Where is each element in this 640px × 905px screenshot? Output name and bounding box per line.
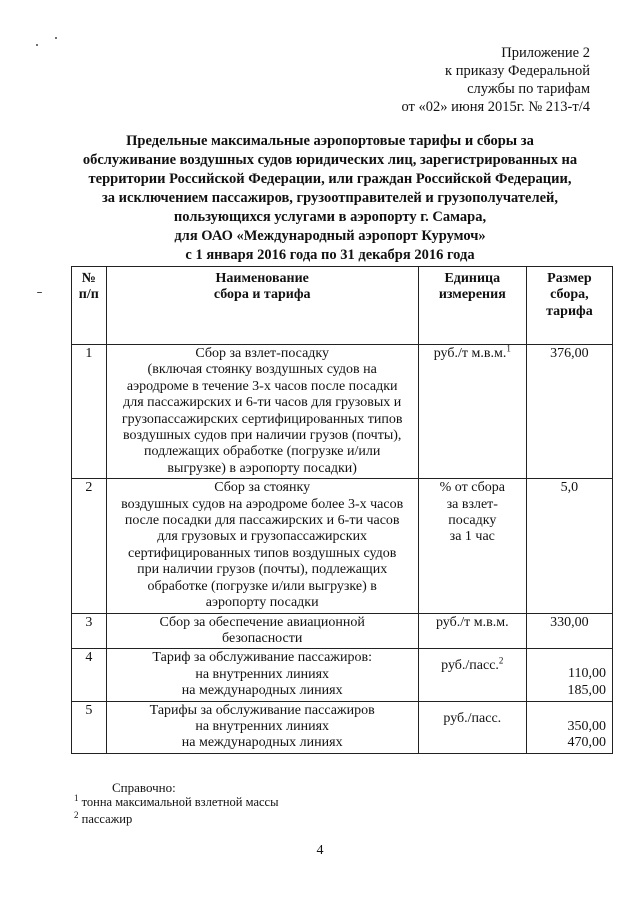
- header-text: тарифа: [546, 303, 593, 319]
- size-value: 350,00: [567, 718, 606, 734]
- row-unit: [418, 479, 526, 613]
- name-line: аэродроме в течение 3-х часов после посадки: [126, 378, 398, 394]
- title-line: с 1 января 2016 года по 31 декабря 2016 года: [185, 247, 475, 263]
- unit-text: руб./пасс.: [443, 710, 502, 726]
- header-name: [106, 267, 418, 345]
- footnote-item: [74, 792, 279, 810]
- name-line: воздушных судов при наличии грузов (почты),: [122, 428, 402, 444]
- row-name: [106, 701, 418, 753]
- table-row: [72, 701, 613, 753]
- table-row: [72, 613, 613, 649]
- table-row: [72, 345, 613, 479]
- row-unit: [418, 613, 526, 649]
- footnote-mark: 1: [74, 792, 79, 803]
- unit-line: посадку: [448, 513, 497, 529]
- row-unit: [418, 701, 526, 753]
- appendix-line: к приказу Федеральной: [445, 63, 590, 79]
- name-line: Сбор за стоянку: [214, 480, 311, 496]
- header-text: Единица: [444, 271, 501, 286]
- footnote-mark: 2: [74, 809, 79, 820]
- title-line: пользующихся услугами в аэропорту г. Самара,: [173, 209, 487, 225]
- footnote-item: [74, 809, 278, 827]
- scan-speck: [36, 44, 38, 46]
- footnote-text: тонна максимальной взлетной массы: [81, 795, 279, 809]
- name-line: Тарифы за обслуживание пассажиров: [149, 702, 375, 718]
- name-line: сертифицированных типов воздушных судов: [128, 545, 397, 561]
- row-num: 4: [72, 649, 107, 701]
- size-value: 185,00: [567, 682, 606, 698]
- name-line: на международных линиях: [181, 735, 343, 751]
- footnote-mark: 2: [498, 655, 504, 666]
- size-value: 330,00: [550, 614, 589, 630]
- name-line: после посадки для пассажирских и 6-ти часов: [124, 513, 400, 529]
- title-line: территории Российской Федерации, или граждан Российской Федерации,: [88, 171, 572, 187]
- header-text: сбора,: [550, 287, 589, 303]
- header-text: Наименование: [215, 271, 309, 286]
- unit-line: за 1 час: [449, 529, 495, 545]
- name-line: Сбор за обеспечение авиационной: [159, 614, 365, 630]
- row-size: [526, 649, 612, 701]
- header-unit: [418, 267, 526, 345]
- row-name: [106, 345, 418, 479]
- name-line: (включая стоянку воздушных судов на: [147, 362, 377, 378]
- name-line: воздушных судов на аэродроме более 3-х часов: [121, 496, 404, 512]
- name-line: выгрузке) в аэропорту посадки): [167, 460, 357, 476]
- title-line: для ОАО «Международный аэропорт Курумоч»: [174, 228, 486, 244]
- size-value: 5,0: [560, 480, 579, 496]
- footnote-text: пассажир: [81, 812, 133, 826]
- footnote-mark: 1: [506, 343, 511, 354]
- appendix-line: Приложение 2: [501, 45, 590, 61]
- table-header-row: [72, 267, 613, 345]
- row-num: 1: [72, 345, 107, 479]
- row-name: [106, 479, 418, 613]
- name-line: при наличии грузов (почты), подлежащих: [137, 562, 388, 578]
- unit-text: руб./т м.в.м.: [435, 614, 509, 630]
- name-line: Сбор за взлет-посадку: [195, 346, 330, 361]
- unit-text: руб./т м.в.м.: [433, 346, 507, 361]
- title-line: за исключением пассажиров, грузоотправителей и грузополучателей,: [101, 190, 559, 206]
- row-unit: [418, 649, 526, 701]
- unit-text: руб./пасс.: [441, 658, 499, 674]
- title-line: Предельные максимальные аэропортовые тарифы и сборы за: [126, 133, 534, 149]
- name-line: обработке (погрузке и/или выгрузке) в: [147, 578, 377, 594]
- document-title: [60, 132, 600, 265]
- table-row: [72, 649, 613, 701]
- row-size: [526, 345, 612, 479]
- name-line: грузопассажирских сертифицированных типов: [121, 411, 403, 427]
- header-text: Размер: [547, 271, 592, 286]
- row-num: 2: [72, 479, 107, 613]
- header-size: [526, 267, 612, 345]
- row-size: [526, 613, 612, 649]
- row-num: 3: [72, 613, 107, 649]
- row-name: [106, 649, 418, 701]
- table-row: [72, 479, 613, 613]
- footnotes: [74, 780, 278, 827]
- header-num: [72, 267, 107, 345]
- row-unit: [418, 345, 526, 479]
- name-line: для грузовых и грузопассажирских: [157, 529, 368, 545]
- header-text: №: [81, 271, 96, 286]
- name-line: на внутренних линиях: [195, 718, 330, 734]
- name-line: на внутренних линиях: [195, 666, 330, 682]
- scan-speck: [37, 292, 42, 293]
- header-text: измерения: [438, 287, 506, 303]
- row-name: [106, 613, 418, 649]
- appendix-line: от «02» июня 2015г. № 213-т/4: [401, 99, 590, 115]
- name-line: для пассажирских и 6-ти часов для грузовых и: [123, 395, 402, 411]
- appendix-header: [401, 44, 590, 116]
- size-value: 470,00: [567, 734, 606, 750]
- header-text: сбора и тарифа: [213, 287, 311, 303]
- row-num: 5: [72, 701, 107, 753]
- row-size: [526, 479, 612, 613]
- name-line: аэропорту посадки: [205, 595, 319, 611]
- unit-line: % от сбора: [439, 480, 505, 496]
- page-number: 4: [316, 843, 324, 858]
- name-line: подлежащих обработке (погрузке и/или: [143, 444, 381, 460]
- row-size: [526, 701, 612, 753]
- header-text: п/п: [78, 287, 99, 303]
- name-line: на международных линиях: [181, 683, 343, 699]
- footnotes-heading: Справочно:: [112, 780, 176, 795]
- size-value: 376,00: [550, 346, 589, 361]
- name-line: Тариф за обслуживание пассажиров:: [152, 650, 372, 666]
- unit-line: за взлет-: [446, 496, 498, 512]
- tariff-table: [71, 266, 613, 754]
- scan-speck: [55, 37, 57, 39]
- size-value: 110,00: [568, 666, 606, 682]
- appendix-line: службы по тарифам: [467, 81, 590, 97]
- name-line: безопасности: [222, 630, 303, 646]
- title-line: обслуживание воздушных судов юридических лиц, зарегистрированных на: [82, 152, 578, 168]
